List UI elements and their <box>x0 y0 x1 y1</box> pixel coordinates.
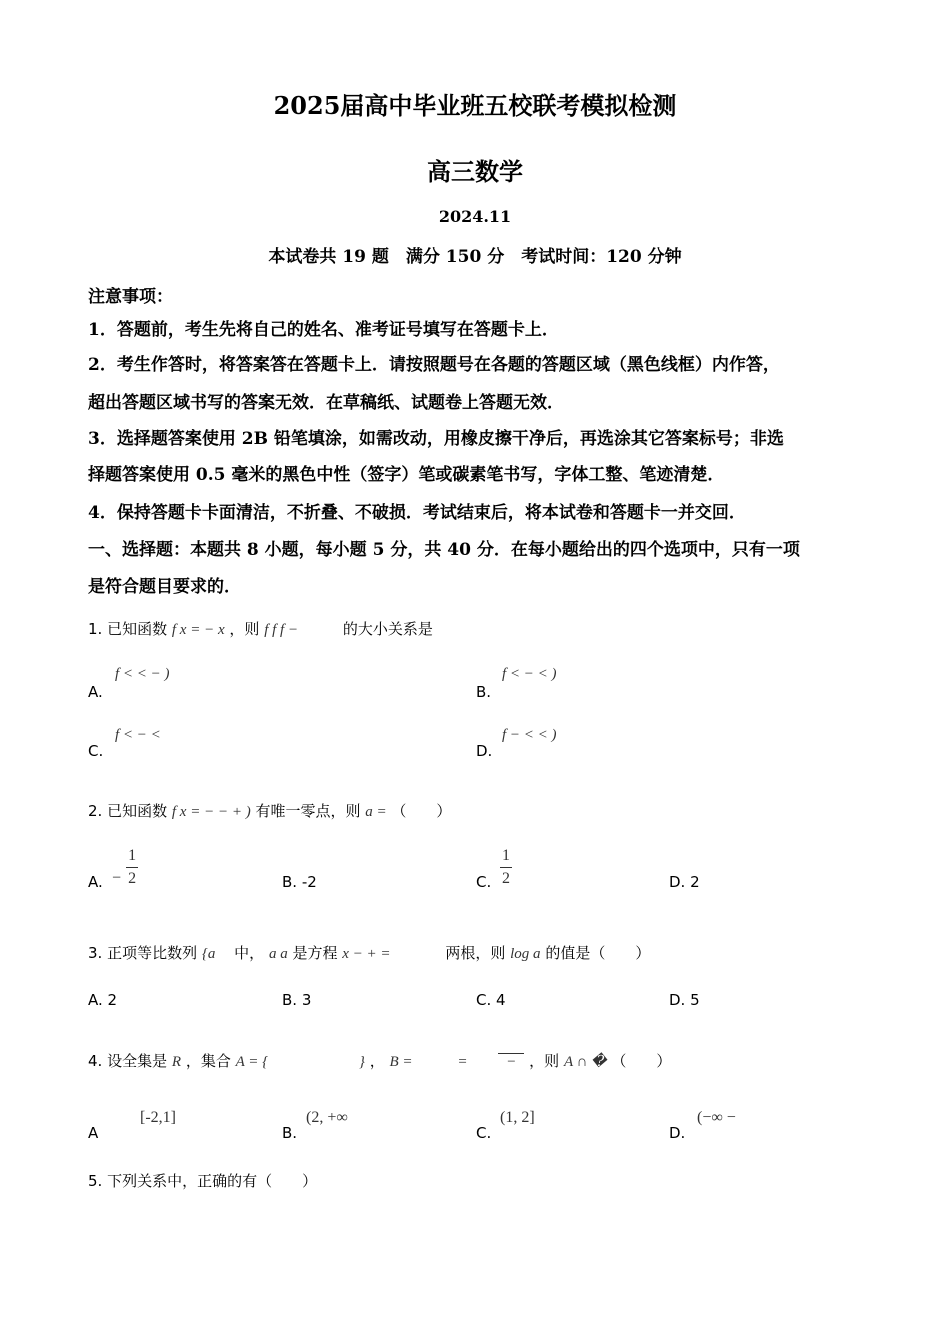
note-2a: 2．考生作答时，将答案答在答题卡上．请按照题号在各题的答题区域（黑色线框）内作答， <box>88 355 780 375</box>
q4-intersection-expr: A ∩ � <box>563 1054 607 1070</box>
note-3b: 择题答案使用 0.5 毫米的黑色中性（签字）笔或碳素笔书写，字体工整、笔迹清楚． <box>88 465 725 485</box>
note-2b: 超出答题区域书写的答案无效．在草稿纸、试题卷上答题无效． <box>88 393 564 413</box>
q2-option-c-label: C. <box>476 873 492 891</box>
q2-option-c-fraction <box>500 847 512 888</box>
q1-option-d-expr: f − < < ) <box>502 727 557 743</box>
q4-set-a-close: } <box>358 1054 365 1070</box>
q3-equation-expr: x − + = <box>342 946 391 962</box>
q4-universal-set: R <box>171 1054 182 1070</box>
q2-option-d: D. 2 <box>669 873 700 891</box>
subject-title: 高三数学 <box>427 157 523 186</box>
q1-function-expr: f x = − x <box>171 622 225 638</box>
q1-option-c-label: C. <box>88 742 104 760</box>
q3-mid1: 中， <box>234 944 265 962</box>
question-4 <box>88 1050 671 1071</box>
q4-set-b-frac: − <box>498 1053 524 1070</box>
q4-set-b-eq: = <box>457 1054 468 1070</box>
q2-function-expr: f x = − − + ) <box>171 804 251 820</box>
question-5: 5. 下列关系中，正确的有（ ） <box>88 1172 318 1190</box>
q4-mid2: ， <box>369 1052 385 1070</box>
q4-option-d-expr: (−∞ − <box>697 1109 736 1126</box>
q1-option-d-label: D. <box>476 742 493 760</box>
q4-mid3: ，则 <box>529 1052 560 1070</box>
q2-option-a-label: A. <box>88 873 103 891</box>
q4-set-b: B = <box>389 1054 413 1070</box>
q2-suffix: 有唯一零点，则 <box>255 802 361 820</box>
q4-mid1: ，集合 <box>185 1052 231 1070</box>
q2-prefix: 2. 已知函数 <box>88 802 168 820</box>
q3-terms-expr: a a <box>268 946 288 962</box>
q2-paren: （ ） <box>391 802 452 820</box>
q3-suffix: 的值是（ ） <box>545 944 651 962</box>
q2-option-b: B. -2 <box>282 873 317 891</box>
q3-mid2: 是方程 <box>292 944 338 962</box>
note-3a: 3．选择题答案使用 2B 铅笔填涂，如需改动，用橡皮擦干净后，再选涂其它答案标号；非选 <box>88 429 784 449</box>
q3-option-d: D. 5 <box>669 991 700 1009</box>
q3-log-expr: log a <box>510 946 541 962</box>
q4-option-c-expr: (1, 2] <box>500 1109 535 1126</box>
section1-line1: 一、选择题：本题共 8 小题，每小题 5 分，共 40 分．在每小题给出的四个选项中，只有一项 <box>88 540 800 560</box>
q4-option-b-expr: (2, +∞ <box>306 1109 348 1126</box>
q1-option-c-expr: f < − < <box>115 727 161 743</box>
q3-sequence-expr: {a <box>201 946 216 962</box>
question-3 <box>88 942 650 963</box>
q4-suffix: （ ） <box>611 1052 672 1070</box>
q1-option-a-expr: f < < − ) <box>115 666 170 682</box>
notes-heading: 注意事项： <box>88 287 173 307</box>
q4-option-b-label: B. <box>282 1124 298 1142</box>
q1-prefix: 1. 已知函数 <box>88 620 168 638</box>
q1-mid: ，则 <box>229 620 260 638</box>
q4-option-d-label: D. <box>669 1124 686 1142</box>
exam-title: 2025届高中毕业班五校联考模拟检测 <box>273 91 677 120</box>
q1-compare-expr: f f f − <box>264 622 299 638</box>
q1-suffix: 的大小关系是 <box>342 620 433 638</box>
question-1 <box>88 618 433 639</box>
q2-option-c-num: 1 <box>502 847 510 864</box>
q1-option-a-label: A. <box>88 683 103 701</box>
q3-option-c: C. 4 <box>476 991 506 1009</box>
q4-option-a-label: A <box>88 1124 99 1142</box>
q3-mid3: 两根，则 <box>445 944 506 962</box>
q2-option-a-fraction: − $\frac{1}{2}$ <box>112 847 137 887</box>
question-2 <box>88 800 451 821</box>
q2-a-expr: a = <box>365 804 387 820</box>
q4-set-a-open: A = { <box>235 1054 269 1070</box>
q3-option-a: A. 2 <box>88 991 118 1009</box>
q3-prefix: 3. 正项等比数列 <box>88 944 198 962</box>
q2-option-c-den: 2 <box>502 870 510 887</box>
note-4: 4．保持答题卡卡面清洁，不折叠、不破损．考试结束后，将本试卷和答题卡一并交回． <box>88 503 746 523</box>
q1-option-b-label: B. <box>476 683 492 701</box>
q2-option-a-num: 1 <box>128 847 137 864</box>
section1-line2: 是符合题目要求的． <box>88 577 241 597</box>
q3-option-b: B. 3 <box>282 991 312 1009</box>
exam-date: 2024.11 <box>438 207 512 226</box>
note-1: 1．答题前，考生先将自己的姓名、准考证号填写在答题卡上． <box>88 320 559 340</box>
q4-prefix: 4. 设全集是 <box>88 1052 168 1070</box>
q2-option-a-den: 2 <box>128 870 137 887</box>
q1-option-b-expr: f < − < ) <box>502 666 557 682</box>
q4-option-c-label: C. <box>476 1124 492 1142</box>
q4-option-a-expr: [-2,1] <box>140 1109 176 1126</box>
exam-info: 本试卷共 19 题 满分 150 分 考试时间：120 分钟 <box>268 247 682 267</box>
